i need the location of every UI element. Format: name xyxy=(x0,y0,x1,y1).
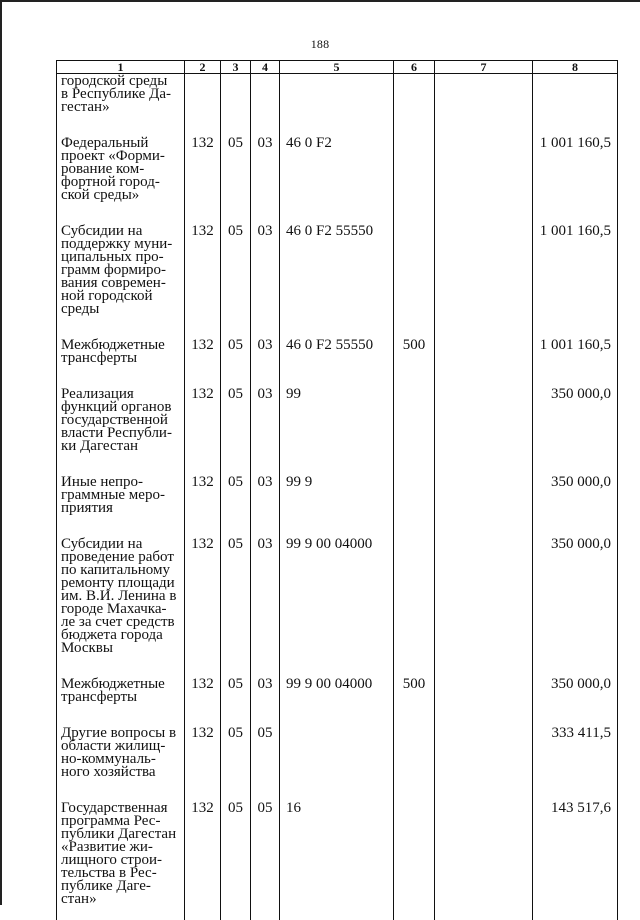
row-target xyxy=(280,727,394,802)
table-row xyxy=(57,339,618,388)
row-type xyxy=(394,538,435,678)
row-ministry: 132 xyxy=(185,476,221,538)
row-amount: 350 000,0 xyxy=(533,388,618,476)
header-col-1: 1 xyxy=(57,61,185,74)
row-target: 46 0 F2 55550 xyxy=(280,339,394,388)
page-number: 188 xyxy=(310,37,330,51)
row-target: 99 9 00 04000 xyxy=(280,538,394,678)
header-col-2: 2 xyxy=(185,61,221,74)
row-section xyxy=(221,74,251,138)
row-amount: 1 001 160,5 xyxy=(533,137,618,225)
row-col7 xyxy=(435,339,533,388)
row-section: 05 xyxy=(221,225,251,339)
table-row xyxy=(57,678,618,727)
row-amount: 350 000,0 xyxy=(533,538,618,678)
table-row xyxy=(57,388,618,476)
row-name: Федеральный проект «Форми- рование ком- фортной город- ской среды» xyxy=(57,137,185,225)
header-col-6: 6 xyxy=(394,61,435,74)
row-type xyxy=(394,74,435,138)
row-amount: 333 411,5 xyxy=(533,727,618,802)
header-col-8: 8 xyxy=(533,61,618,74)
row-target xyxy=(280,74,394,138)
row-subsection: 03 xyxy=(251,137,280,225)
row-type: 500 xyxy=(394,339,435,388)
row-target: 16 xyxy=(280,802,394,920)
row-type xyxy=(394,137,435,225)
row-type: 500 xyxy=(394,678,435,727)
row-subsection: 05 xyxy=(251,802,280,920)
table-row xyxy=(57,476,618,538)
row-col7 xyxy=(435,678,533,727)
budget-table xyxy=(56,60,618,920)
row-subsection: 03 xyxy=(251,538,280,678)
row-name: Государственная программа Рес- публики Дагестан «Развитие жи- лищного строи- тельства в Рес- публике Даге- стан» xyxy=(57,802,185,920)
row-section: 05 xyxy=(221,476,251,538)
row-target: 99 9 xyxy=(280,476,394,538)
row-col7 xyxy=(435,727,533,802)
header-col-5: 5 xyxy=(280,61,394,74)
row-type xyxy=(394,225,435,339)
row-subsection: 03 xyxy=(251,388,280,476)
row-section: 05 xyxy=(221,678,251,727)
row-type xyxy=(394,388,435,476)
table-row xyxy=(57,802,618,920)
row-subsection xyxy=(251,74,280,138)
row-subsection: 03 xyxy=(251,678,280,727)
row-section: 05 xyxy=(221,388,251,476)
header-col-3: 3 xyxy=(221,61,251,74)
row-amount: 1 001 160,5 xyxy=(533,339,618,388)
row-section: 05 xyxy=(221,339,251,388)
row-subsection: 03 xyxy=(251,225,280,339)
row-col7 xyxy=(435,476,533,538)
row-amount: 1 001 160,5 xyxy=(533,225,618,339)
row-amount: 350 000,0 xyxy=(533,476,618,538)
row-ministry: 132 xyxy=(185,339,221,388)
row-subsection: 05 xyxy=(251,727,280,802)
row-ministry: 132 xyxy=(185,388,221,476)
row-target: 46 0 F2 xyxy=(280,137,394,225)
row-name: Межбюджетные трансферты xyxy=(57,339,185,388)
row-section: 05 xyxy=(221,727,251,802)
row-col7 xyxy=(435,225,533,339)
row-col7 xyxy=(435,538,533,678)
row-name: Субсидии на проведение работ по капитальному ремонту площади им. В.И. Ленина в городе Махачка- ле за счет средств бюджета города Москвы xyxy=(57,538,185,678)
row-ministry: 132 xyxy=(185,225,221,339)
header-col-7: 7 xyxy=(435,61,533,74)
row-type xyxy=(394,727,435,802)
row-ministry: 132 xyxy=(185,678,221,727)
row-target: 99 xyxy=(280,388,394,476)
row-ministry xyxy=(185,74,221,138)
table-row xyxy=(57,538,618,678)
row-ministry: 132 xyxy=(185,137,221,225)
row-name: Другие вопросы в области жилищ- но-коммуналь- ного хозяйства xyxy=(57,727,185,802)
row-ministry: 132 xyxy=(185,802,221,920)
row-ministry: 132 xyxy=(185,538,221,678)
row-subsection: 03 xyxy=(251,339,280,388)
row-col7 xyxy=(435,388,533,476)
row-section: 05 xyxy=(221,538,251,678)
page-left-edge xyxy=(0,0,2,905)
row-section: 05 xyxy=(221,137,251,225)
table-row xyxy=(57,727,618,802)
row-subsection: 03 xyxy=(251,476,280,538)
row-amount xyxy=(533,74,618,138)
row-ministry: 132 xyxy=(185,727,221,802)
row-amount: 350 000,0 xyxy=(533,678,618,727)
row-name: Иные непро- граммные меро- приятия xyxy=(57,476,185,538)
row-type xyxy=(394,802,435,920)
row-col7 xyxy=(435,74,533,138)
row-name: Реализация функций органов государственной власти Республи- ки Дагестан xyxy=(57,388,185,476)
row-type xyxy=(394,476,435,538)
row-name: Субсидии на поддержку муни- ципальных про- грамм формиро- вания современ- ной городской среды xyxy=(57,225,185,339)
row-col7 xyxy=(435,137,533,225)
table-row xyxy=(57,225,618,339)
row-target: 99 9 00 04000 xyxy=(280,678,394,727)
row-name: городской среды в Республике Да- гестан» xyxy=(57,74,185,138)
row-target: 46 0 F2 55550 xyxy=(280,225,394,339)
page-top-edge xyxy=(0,0,640,2)
row-amount: 143 517,6 xyxy=(533,802,618,920)
row-section: 05 xyxy=(221,802,251,920)
header-col-4: 4 xyxy=(251,61,280,74)
table-row xyxy=(57,137,618,225)
row-name: Межбюджетные трансферты xyxy=(57,678,185,727)
header-row xyxy=(57,61,618,74)
table-row xyxy=(57,74,618,138)
row-col7 xyxy=(435,802,533,920)
